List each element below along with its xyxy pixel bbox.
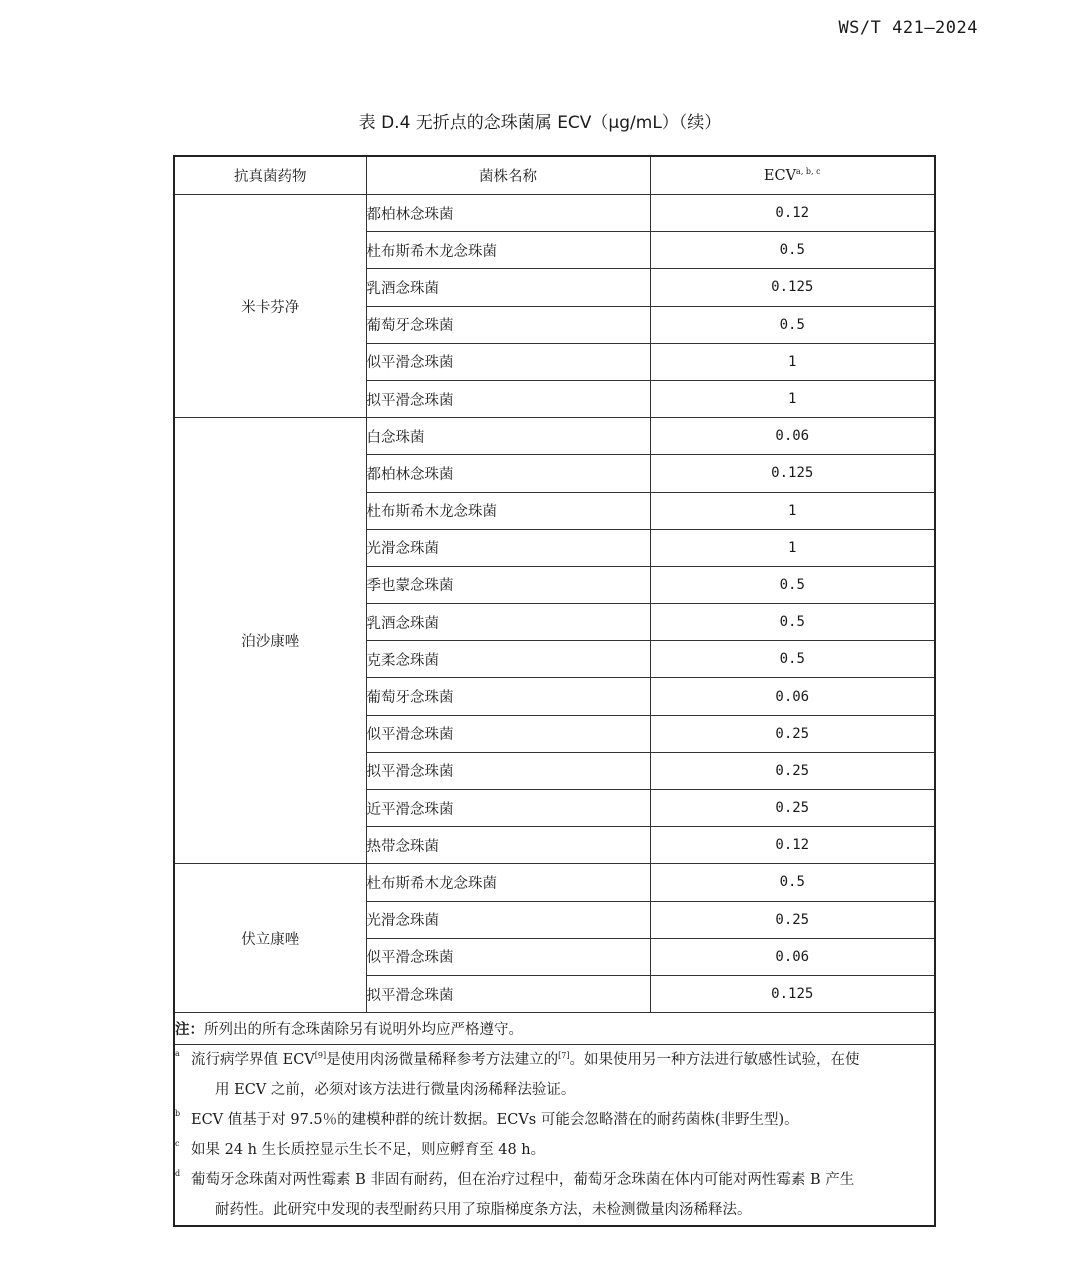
footnote-mark: d [175,1169,181,1179]
strain-name: 杜布斯希木龙念珠菌 [366,492,650,529]
table-row [174,418,935,455]
footnote-text: 。如果使用另一种方法进行敏感性试验，在使 [569,1052,860,1069]
header-strain: 菌株名称 [366,156,650,195]
footnote-mark: b [175,1109,181,1119]
strain-name: 近平滑念珠菌 [366,790,650,827]
footnote-text: 是使用肉汤微量稀释参考方法建立的 [326,1052,559,1069]
strain-name: 乳酒念珠菌 [366,269,650,306]
ecv-value: 1 [650,380,935,417]
strain-name: 克柔念珠菌 [366,641,650,678]
strain-name: 都柏林念珠菌 [366,195,650,232]
strain-name: 似平滑念珠菌 [366,715,650,752]
header-ecv: ECV$^{a, b, c}$ [650,156,935,195]
table-note [174,1013,935,1045]
ecv-value: 0.5 [650,306,935,343]
drug-name: 米卡芬净 [174,195,366,418]
ecv-value: 0.12 [650,827,935,864]
footnotes [174,1045,935,1227]
ecv-value: 0.06 [650,418,935,455]
ecv-value: 1 [650,343,935,380]
strain-name: 似平滑念珠菌 [366,343,650,380]
strain-name: 葡萄牙念珠菌 [366,306,650,343]
ecv-value: 0.5 [650,641,935,678]
ecv-value: 0.5 [650,566,935,603]
header-drug: 抗真菌药物 [174,156,366,195]
ecv-value: 0.25 [650,901,935,938]
strain-name: 似平滑念珠菌 [366,938,650,975]
table-row [174,195,935,232]
strain-name: 都柏林念珠菌 [366,455,650,492]
strain-name: 拟平滑念珠菌 [366,380,650,417]
footnote-a [175,1045,934,1105]
table-header-row [174,156,935,195]
footnote-text: 流行病学界值 ECV [191,1052,315,1069]
ecv-table [173,155,936,1227]
footnote-text: 如果 24 h 生长质控显示生长不足，则应孵育至 48 h。 [191,1142,546,1159]
ecv-value: 0.5 [650,604,935,641]
note-label: 注： [175,1021,204,1039]
ecv-value: 0.06 [650,678,935,715]
table-caption: 表 D.4 无折点的念珠菌属 ECV（μg/mL）（续） [358,113,722,133]
footnote-continuation: 用 ECV 之前，必须对该方法进行微量肉汤稀释法验证。 [215,1082,576,1099]
strain-name: 拟平滑念珠菌 [366,752,650,789]
strain-name: 光滑念珠菌 [366,901,650,938]
ecv-value: 0.25 [650,715,935,752]
ecv-value: 0.125 [650,975,935,1012]
note-text: 所列出的所有念珠菌除另有说明外均应严格遵守。 [204,1022,523,1039]
strain-name: 拟平滑念珠菌 [366,975,650,1012]
strain-name: 杜布斯希木龙念珠菌 [366,232,650,269]
citation-ref: [9] [314,1051,327,1061]
document-code: WS/T 421—2024 [838,18,978,38]
ecv-value: 0.5 [650,864,935,901]
ecv-value: 1 [650,492,935,529]
strain-name: 季也蒙念珠菌 [366,566,650,603]
strain-name: 杜布斯希木龙念珠菌 [366,864,650,901]
header-ecv-superscript: a, b, c [796,166,821,176]
strain-name: 热带念珠菌 [366,827,650,864]
ecv-value: 0.125 [650,455,935,492]
ecv-value: 1 [650,529,935,566]
ecv-value: 0.125 [650,269,935,306]
footnote-c [175,1135,934,1165]
strain-name: 乳酒念珠菌 [366,604,650,641]
strain-name: 白念珠菌 [366,418,650,455]
footnote-text: 葡萄牙念珠菌对两性霉素 B 非固有耐药，但在治疗过程中，葡萄牙念珠菌在体内可能对两性霉素 B 产生 [191,1172,855,1189]
ecv-value: 0.5 [650,232,935,269]
footnote-text: ECV 值基于对 97.5％的建模种群的统计数据。ECVs 可能会忽略潜在的耐药菌株(非野生型)。 [191,1112,799,1129]
ecv-value: 0.06 [650,938,935,975]
footnote-continuation: 耐药性。此研究中发现的表型耐药只用了琼脂梯度条方法，未检测微量肉汤稀释法。 [215,1202,752,1219]
footnote-mark: a [175,1049,180,1059]
ecv-value: 0.25 [650,752,935,789]
ecv-value: 0.12 [650,195,935,232]
footnote-b [175,1105,934,1135]
strain-name: 葡萄牙念珠菌 [366,678,650,715]
table-note-row [174,1013,935,1045]
drug-name: 泊沙康唑 [174,418,366,864]
ecv-value: 0.25 [650,790,935,827]
drug-name: 伏立康唑 [174,864,366,1013]
strain-name: 光滑念珠菌 [366,529,650,566]
footnotes-row [174,1045,935,1227]
footnote-mark: c [175,1139,180,1149]
footnote-d [175,1165,934,1225]
table-row [174,864,935,901]
citation-ref: [7] [558,1051,570,1061]
